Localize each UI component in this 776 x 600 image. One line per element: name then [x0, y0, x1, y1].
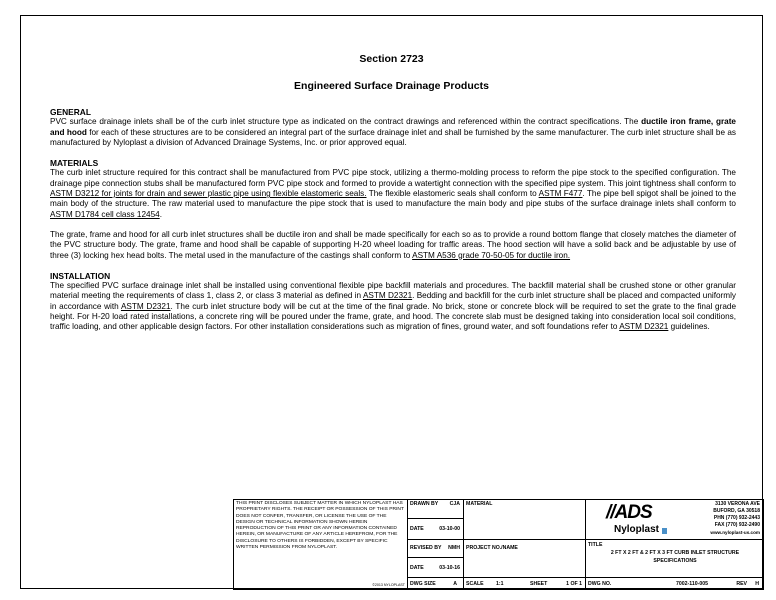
revised-by-label: REVISED BY	[410, 545, 442, 551]
dwg-size-value: A	[453, 581, 457, 587]
company-address	[710, 501, 760, 536]
general-text-1: PVC surface drainage inlets shall be of the curb inlet structure type as indicated on the contract drawings and referenced within the contract specifications. The	[50, 117, 642, 127]
drawn-by-cell	[408, 500, 464, 519]
astm-d2321-reference-2: ASTM D2321	[120, 301, 171, 311]
drawing-title-line-1: 2 FT X 2 FT & 2 FT X 3 FT CURB INLET STRUCTURE	[610, 550, 740, 556]
rev-value: H	[755, 581, 759, 587]
astm-d2321-reference-3: ASTM D2321	[619, 322, 669, 332]
date-cell-2	[408, 558, 464, 578]
materials-paragraph-2	[50, 230, 736, 261]
scale-label: SCALE	[466, 581, 484, 587]
drawn-by-value: CJA	[449, 501, 460, 507]
revised-by-cell	[408, 540, 464, 558]
installation-paragraph	[50, 281, 736, 332]
date-label-2: DATE	[410, 565, 424, 571]
revised-by-value: NMH	[448, 545, 460, 551]
rev-label: REV	[736, 581, 747, 587]
materials-text-3: . The pipe bell spigot shall be joined to the main body of the structure. The raw material used to manufacture the pipe stock that is used to manufacture the main body and pipe stubs of the surface drainage inlets shall conform to	[50, 189, 736, 209]
date-label-1: DATE	[410, 526, 424, 532]
materials-heading: MATERIALS	[50, 158, 99, 169]
website: www.nyloplast-us.com	[710, 530, 760, 535]
installation-text-3: . The curb inlet structure body will be cut at the time of the final grade. No brick, stone or concrete block will be required to set the grate to the final grade height. For H-20 load rated installations, a concrete ring will be poured under the frame, grate, and hood. The concrete slab must be designed taking into consideration local soil conditions, traffic loading, and other applicable design factors. For other installation considerations such as migration of fines, ground water, and soft foundations refer to	[50, 301, 736, 332]
installation-text-2: . Bedding and backfill for the curb inlet structure shall be placed and compacted uniformly in accordance with	[50, 291, 736, 311]
astm-f477-reference: ASTM F477	[538, 189, 583, 199]
installation-text-4: guidelines.	[668, 322, 710, 332]
specification-body	[50, 107, 736, 343]
dwg-no-label: DWG NO.	[588, 581, 612, 587]
title-label: TITLE	[588, 542, 603, 548]
materials-text-1: The curb inlet structure required for this contract shall be manufactured from PVC pipe stock, utilizing a thermo-molding process to reform the pipe stock to the specified configuration. The drainage pipe connection stubs shall be manufactured form PVC pipe stock and formed to provide a watertight connection with the specified pipe system. This joint tightness shall conform to	[50, 168, 736, 188]
installation-text-1: The specified PVC surface drainage inlet shall be installed using conventional flexible pipe backfill materials and procedures. The backfill material shall be crushed stone or other granular material meeting the requirements of class 1, class 2, or class 3 material as defined in	[50, 281, 736, 301]
date-cell-1	[408, 519, 464, 540]
general-paragraph	[50, 117, 736, 148]
sheet-label: SHEET	[530, 581, 548, 587]
dwg-no-cell	[586, 578, 764, 590]
astm-a536-reference: ASTM A536 grade 70-50-05 for ductile iron.	[412, 250, 571, 260]
disclaimer-text: THIS PRINT DISCLOSES SUBJECT MATTER IN WHICH NYLOPLAST HAS PROPRIETARY RIGHTS. THE RECEIPT OR POSSESSION OF THIS PRINT DOES NOT CONFER, TRANSFER, OR LICENSE THE USE OF THE DESIGN OR TECHNICAL INFORMATION SHOWN HEREIN REPRODUCTION OF THIS PRINT OR ANY INFORMATION CONTAINED HEREIN, OR MANUFACTURE OF ANY ARTICLE HEREFROM, FOR THE DISCLOSURE TO OTHERS IS FORBIDDEN, EXCEPT BY SPECIFIC WRITTEN PERMISSION FROM NYLOPLAST.	[236, 501, 404, 551]
proprietary-notice	[234, 500, 408, 590]
materials-text-4: .	[159, 209, 162, 219]
project-label: PROJECT NO./NAME	[466, 545, 518, 551]
sheet-value: 1 OF 1	[566, 581, 582, 587]
material-cell	[464, 500, 586, 540]
dwg-no-value: 7002-110-005	[676, 581, 709, 587]
ads-logo-text: //ADS	[606, 502, 652, 523]
nyloplast-logo-text: Nyloplast	[614, 524, 660, 535]
drawn-by-label: DRAWN BY	[410, 501, 439, 507]
astm-d1784-reference: ASTM D1784 cell class 12454	[50, 209, 160, 219]
address-line-1: 3130 VERONA AVE	[715, 501, 760, 507]
nyloplast-logo	[614, 524, 667, 535]
fax-number: FAX (770) 932-2490	[714, 522, 760, 528]
materials-text-5: The grate, frame and hood for all curb inlet structures shall be ductile iron and shall be made specifically for each so as to provide a round bottom flange that closely matches the diameter of the PVC structure body. The grate, frame and hood shall be capable of supporting H-20 wheel loading for traffic areas. The hood section will have a solid back and be adjustable by use of three (3) locking hex head bolts. The metal used in the manufacture of the castings shall conform to	[50, 229, 736, 260]
address-line-2: BUFORD, GA 30518	[713, 508, 760, 514]
scale-sheet-cell	[464, 578, 586, 590]
scale-value: 1:1	[496, 581, 504, 587]
project-cell	[464, 540, 586, 578]
title-block	[233, 499, 764, 590]
date-value-2: 03-10-16	[439, 565, 460, 571]
dwg-size-cell	[408, 578, 464, 590]
phone-number: PHN (770) 932-2443	[713, 515, 760, 521]
document-title: Engineered Surface Drainage Products	[294, 80, 489, 92]
drawing-title-cell	[586, 540, 764, 578]
document-sheet	[20, 15, 763, 589]
material-label: MATERIAL	[466, 501, 493, 507]
drawing-title-line-2: SPECIFICATIONS	[653, 558, 697, 564]
astm-d3212-reference: ASTM D3212 for joints for drain and sewer plastic pipe using flexible elastomeric seals.	[50, 189, 367, 199]
company-block	[586, 500, 764, 540]
copyright-text: ©2013 NYLOPLAST	[372, 582, 405, 587]
dwg-size-label: DWG SIZE	[410, 581, 436, 587]
installation-heading: INSTALLATION	[50, 270, 111, 281]
section-number: Section 2723	[359, 53, 424, 65]
general-heading: GENERAL	[50, 107, 91, 117]
date-value-1: 03-10-00	[439, 526, 460, 532]
general-text-2: for each of these structures are to be considered an integral part of the surface drainage inlet and shall be furnished by the same manufacturer. The curb inlet structure shall be as manufactured by Nyloplast a division of Advanced Drainage Systems, Inc. or prior approved equal.	[50, 127, 736, 147]
ads-logo	[606, 503, 652, 522]
materials-text-2: The flexible elastomeric seals shall conform to	[366, 189, 539, 199]
materials-paragraph-1	[50, 168, 736, 219]
astm-d2321-reference-1: ASTM D2321	[362, 291, 413, 301]
nyloplast-mark-icon	[662, 528, 667, 534]
general-bold-text: ductile iron frame, grate and hood	[50, 117, 736, 137]
